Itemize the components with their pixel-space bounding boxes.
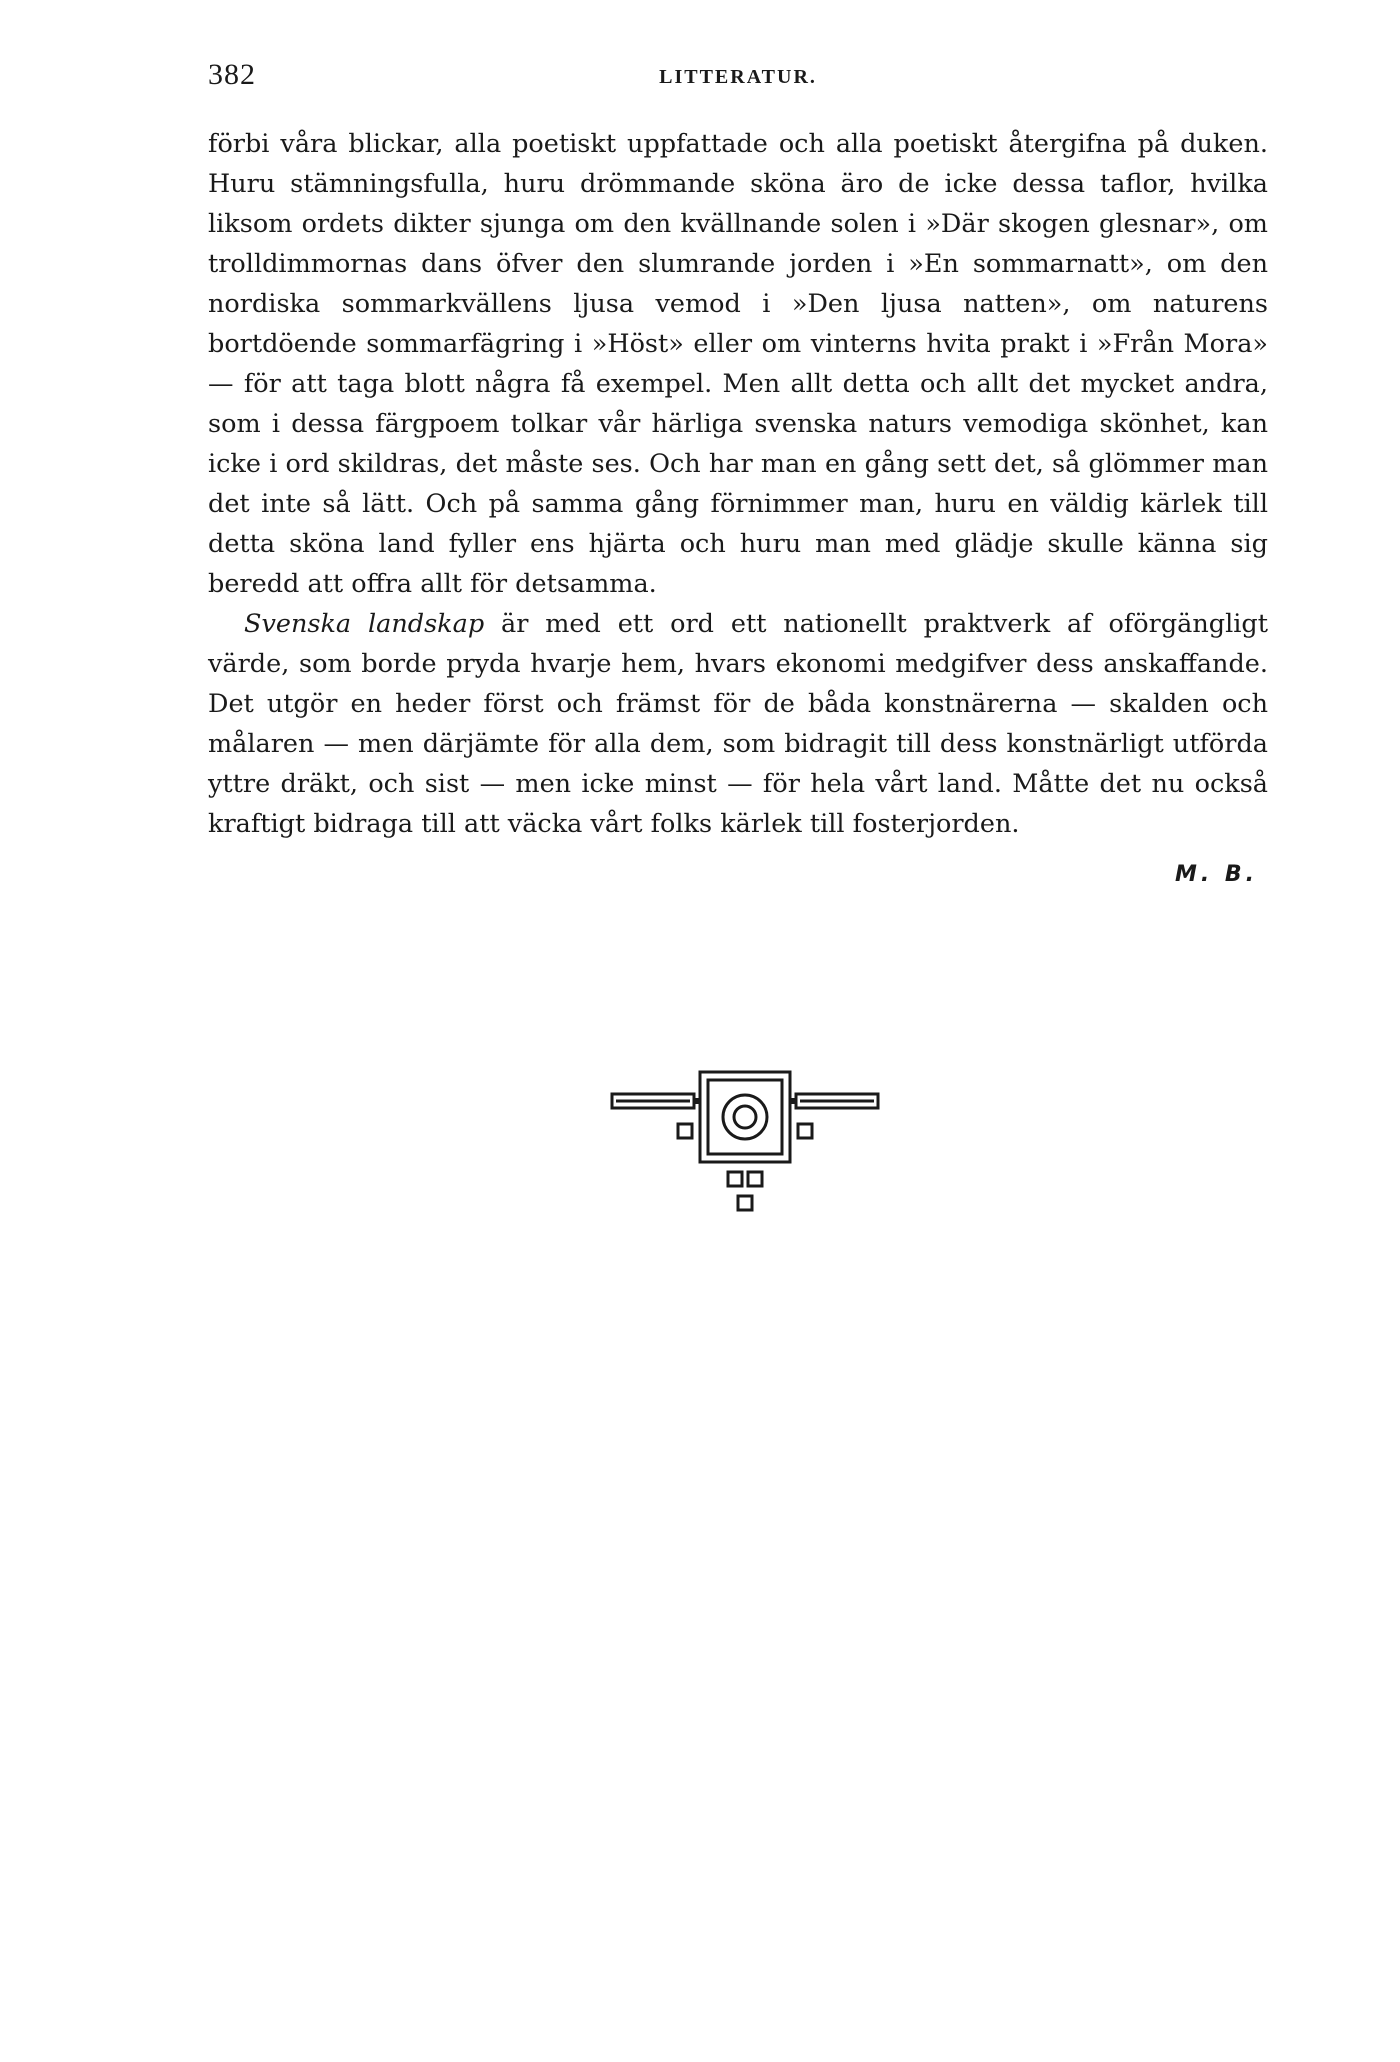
body-text xyxy=(208,124,1268,844)
book-title: Svenska landskap xyxy=(244,609,485,639)
decorative-ornament-icon xyxy=(610,1068,880,1218)
running-title: LITTERATUR. xyxy=(659,66,817,88)
signature: M. B. xyxy=(1174,862,1258,887)
paragraph-2-text: är med ett ord ett nationellt praktverk af oförgängligt värde, som borde pryda hvarje hem, hvars ekonomi medgifver dess anskaffande. Det utgör en heder först och främst för de båda konstnärerna — skalden och målaren — men därjämte för alla dem, som bidragit till dess konstnärligt utförda yttre dräkt, och sist — men icke minst — för hela vårt land. Måtte det nu också kraftigt bidraga till att väcka vårt folks kärlek till fosterjorden. xyxy=(208,609,1268,839)
running-head xyxy=(208,58,1268,98)
paragraph-2 xyxy=(208,604,1268,844)
page-number: 382 xyxy=(208,58,256,91)
page xyxy=(208,58,1268,887)
paragraph-1: förbi våra blickar, alla poetiskt uppfattade och alla poetiskt återgifna på duken. Huru stämningsfulla, huru drömmande sköna äro de icke dessa taflor, hvilka liksom ordets dikter sjunga om den kvällnande solen i »Där skogen glesnar», om trolldimmornas dans öfver den slumrande jorden i »En sommarnatt», om den nordiska sommarkvällens ljusa vemod i »Den ljusa natten», om naturens bortdöende sommarfägring i »Höst» eller om vinterns hvita prakt i »Från Mora» — för att taga blott några få exempel. Men allt detta och allt det mycket andra, som i dessa färgpoem tolkar vår härliga svenska naturs vemodiga skönhet, kan icke i ord skildras, det måste ses. Och har man en gång sett det, så glömmer man det inte så lätt. Och på samma gång förnimmer man, huru en väldig kärlek till detta sköna land fyller ens hjärta och huru man med glädje skulle känna sig beredd att offra allt för detsamma. xyxy=(208,129,1268,599)
